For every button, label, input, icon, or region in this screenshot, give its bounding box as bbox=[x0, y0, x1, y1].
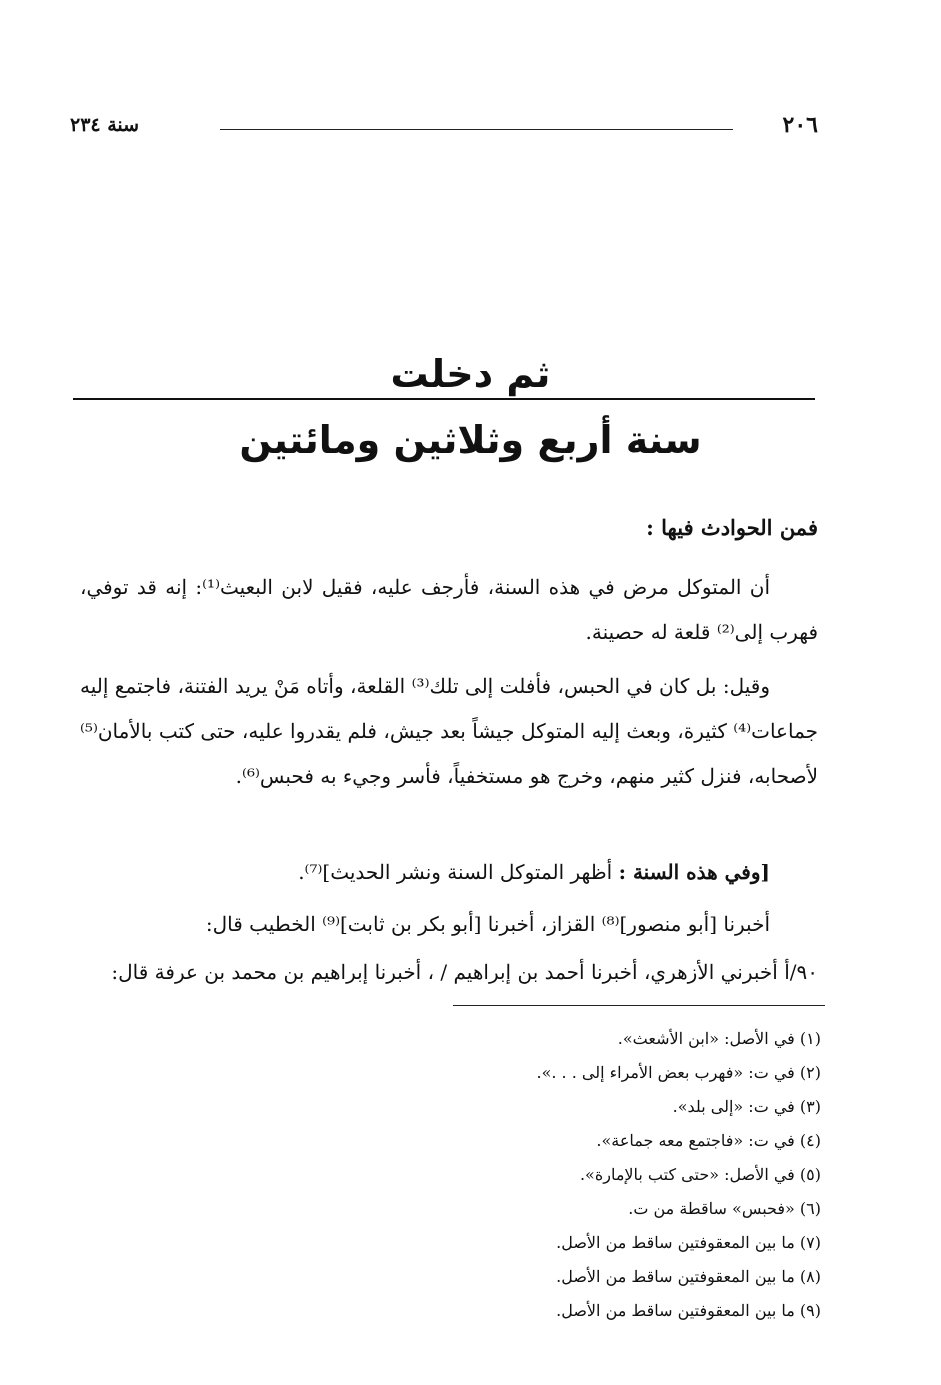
footnote: (١) في الأصل: «ابن الأشعث». bbox=[617, 1029, 821, 1048]
folio-reference: ٩٠/أ bbox=[784, 960, 818, 984]
running-header bbox=[70, 112, 818, 146]
footnote: (٣) في ت: «إلى بلد». bbox=[672, 1097, 821, 1116]
paragraph-sunna bbox=[80, 850, 818, 895]
paragraph-isnad: أخبرنا [أبو منصور]⁽⁸⁾ القزاز، أخبرنا [أبو بكر بن ثابت]⁽⁹⁾ الخطيب قال: bbox=[205, 912, 770, 936]
footnote: (٥) في الأصل: «حتى كتب بالإمارة». bbox=[579, 1165, 821, 1184]
isnad-text: أخبرني الأزهري، أخبرنا أحمد بن إبراهيم / ، أخبرنا إبراهيم بن محمد بن عرفة قال: bbox=[111, 960, 785, 984]
heading-divider bbox=[73, 398, 815, 400]
footnotes-list bbox=[221, 1022, 821, 1328]
footnote: (٩) ما بين المعقوفتين ساقط من الأصل. bbox=[556, 1301, 821, 1320]
footnote: (٢) في ت: «فهرب بعض الأمراء إلى . . .». bbox=[536, 1063, 821, 1082]
paragraph-isnad-continued bbox=[70, 950, 818, 995]
sunna-lead: [وفي هذه السنة : bbox=[618, 860, 770, 884]
footnote: (٧) ما بين المعقوفتين ساقط من الأصل. bbox=[556, 1233, 821, 1252]
paragraph-prison: وقيل: بل كان في الحبس، فأفلت إلى تلك⁽³⁾ القلعة، وأتاه مَنْ يريد الفتنة، فاجتمع إليه جماعات⁽⁴⁾ كثيرة، وبعث إليه المتوكل جيشاً بعد جيش، فلم يقدروا عليه، حتى كتب بالأمان⁽⁵⁾ لأصحابه، فنزل كثير منهم، وخرج هو مستخفياً، فأسر وجيء به فحبس⁽⁶⁾. bbox=[80, 674, 818, 788]
footnote-divider bbox=[453, 1005, 825, 1006]
section-title: فمن الحوادث فيها : bbox=[646, 515, 818, 540]
running-year: سنة ٢٣٤ bbox=[70, 114, 140, 136]
footnote: (٦) «فحبس» ساقطة من ت. bbox=[628, 1199, 821, 1218]
footnote: (٤) في ت: «فاجتمع معه جماعة». bbox=[596, 1131, 821, 1150]
paragraph-illness: أن المتوكل مرض في هذه السنة، فأرجف عليه، فقيل لابن البعيث⁽¹⁾: إنه قد توفي، فهرب إلى⁽²⁾ قلعة له حصينة. bbox=[80, 575, 818, 644]
page-number: ٢٠٦ bbox=[782, 112, 818, 138]
sunna-rest: أظهر المتوكل السنة ونشر الحديث]⁽⁷⁾. bbox=[298, 860, 619, 884]
heading-year-title: سنة أربع وثلاثين ومائتين bbox=[239, 418, 702, 462]
header-rule bbox=[220, 129, 733, 130]
heading-then-entered: ثم دخلت bbox=[390, 352, 551, 396]
footnote: (٨) ما بين المعقوفتين ساقط من الأصل. bbox=[556, 1267, 821, 1286]
